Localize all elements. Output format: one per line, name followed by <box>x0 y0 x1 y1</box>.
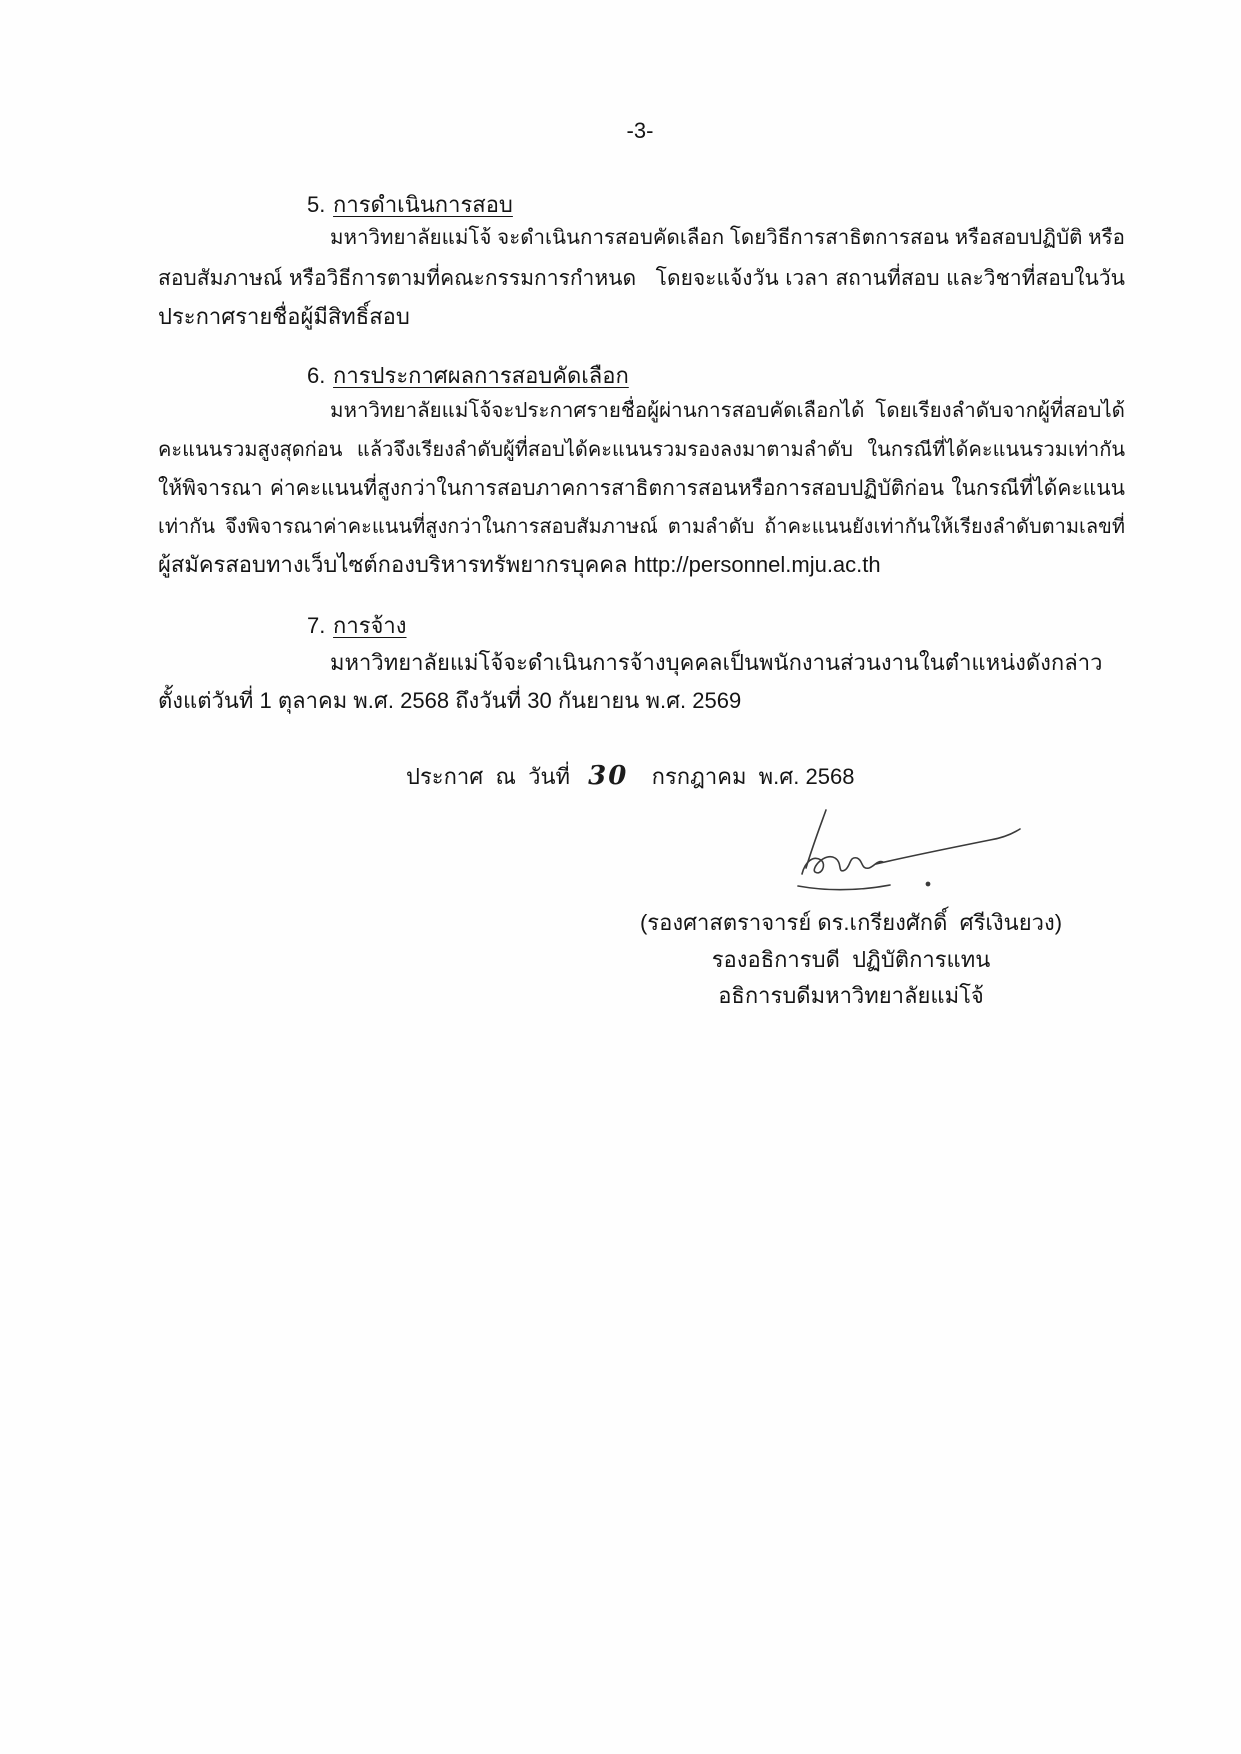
line-text: ประกาศรายชื่อผู้มีสิทธิ์สอบ <box>158 304 410 329</box>
announcement-suffix: กรกฎาคม พ.ศ. 2568 <box>651 764 855 789</box>
line-text: มหาวิทยาลัยแม่โจ้ จะดำเนินการสอบคัดเลือก โดยวิธีการสาธิตการสอน หรือสอบปฏิบัติ หรือ <box>330 226 1125 249</box>
signature-dot <box>926 882 929 885</box>
paragraph-line <box>330 393 1125 429</box>
signatory-title-text: อธิการบดีมหาวิทยาลัยแม่โจ้ <box>718 983 984 1008</box>
signature <box>790 800 1030 905</box>
signature-stroke <box>798 885 890 890</box>
section-title: การประกาศผลการสอบคัดเลือก <box>333 363 629 388</box>
paragraph-line <box>330 220 1125 256</box>
page-number-text: -3- <box>626 118 654 143</box>
handwritten-day: 30 <box>588 761 629 791</box>
section-heading-6 <box>307 358 1125 394</box>
line-text: มหาวิทยาลัยแม่โจ้จะดำเนินการจ้างบุคคลเป็นพนักงานส่วนงานในตำแหน่งดังกล่าว <box>330 650 1103 675</box>
paragraph-line <box>158 299 1125 335</box>
signatory-title-text: รองอธิการบดี ปฏิบัติการแทน <box>711 947 991 972</box>
section-number: 7. <box>307 613 326 638</box>
signature-stroke <box>802 857 883 874</box>
line-text: ผู้สมัครสอบทางเว็บไซต์กองบริหารทรัพยากรบุคคล http://personnel.mju.ac.th <box>158 552 881 577</box>
section-title: การดำเนินการสอบ <box>333 192 513 217</box>
section-heading-5 <box>307 187 1125 223</box>
paragraph-line <box>158 261 1125 297</box>
paragraph-line <box>158 432 1125 468</box>
paragraph-line <box>158 509 1125 545</box>
signatory-name-text: (รองศาสตราจารย์ ดร.เกรียงศักดิ์ ศรีเงินยวง) <box>639 910 1063 935</box>
paragraph-line <box>158 471 1125 507</box>
signatory-title-line-1 <box>620 942 1082 978</box>
section-number: 6. <box>307 363 326 388</box>
line-text: ให้พิจารณา ค่าคะแนนที่สูงกว่าในการสอบภาคการสาธิตการสอนหรือการสอบปฏิบัติก่อน ในกรณีที่ได้คะแนน <box>158 477 1125 500</box>
line-text: ตั้งแต่วันที่ 1 ตุลาคม พ.ศ. 2568 ถึงวันที่ 30 กันยายน พ.ศ. 2569 <box>158 688 742 713</box>
signatory-name <box>620 905 1082 941</box>
announcement-prefix: ประกาศ ณ วันที่ <box>406 764 570 789</box>
section-heading-7 <box>307 608 1125 644</box>
signature-stroke <box>876 829 1020 864</box>
paragraph-line <box>158 547 1125 583</box>
section-heading-text <box>307 187 513 223</box>
section-heading-text <box>307 358 629 394</box>
announcement-date-text <box>406 758 854 795</box>
line-text: คะแนนรวมสูงสุดก่อน แล้วจึงเรียงลำดับผู้ที่สอบได้คะแนนรวมรองลงมาตามลำดับ ในกรณีที่ได้คะแนนรวมเท่ากัน <box>158 439 1125 461</box>
line-text: สอบสัมภาษณ์ หรือวิธีการตามที่คณะกรรมการกำหนด โดยจะแจ้งวัน เวลา สถานที่สอบ และวิชาที่สอบในวัน <box>158 267 1125 290</box>
paragraph-line <box>330 645 1125 681</box>
section-heading-text <box>307 608 407 644</box>
signatory-title-line-2 <box>620 978 1082 1014</box>
paragraph-line <box>158 683 1125 719</box>
section-title: การจ้าง <box>333 613 407 638</box>
page-number <box>590 113 690 149</box>
line-text: เท่ากัน จึงพิจารณาค่าคะแนนที่สูงกว่าในการสอบสัมภาษณ์ ตามลำดับ ถ้าคะแนนยังเท่ากันให้เรียงลำดับตามเลขที่ <box>158 516 1125 538</box>
line-text: มหาวิทยาลัยแม่โจ้จะประกาศรายชื่อผู้ผ่านการสอบคัดเลือกได้ โดยเรียงลำดับจากผู้ที่สอบได้ <box>330 399 1125 422</box>
section-number: 5. <box>307 192 326 217</box>
announcement-date <box>406 758 1026 795</box>
